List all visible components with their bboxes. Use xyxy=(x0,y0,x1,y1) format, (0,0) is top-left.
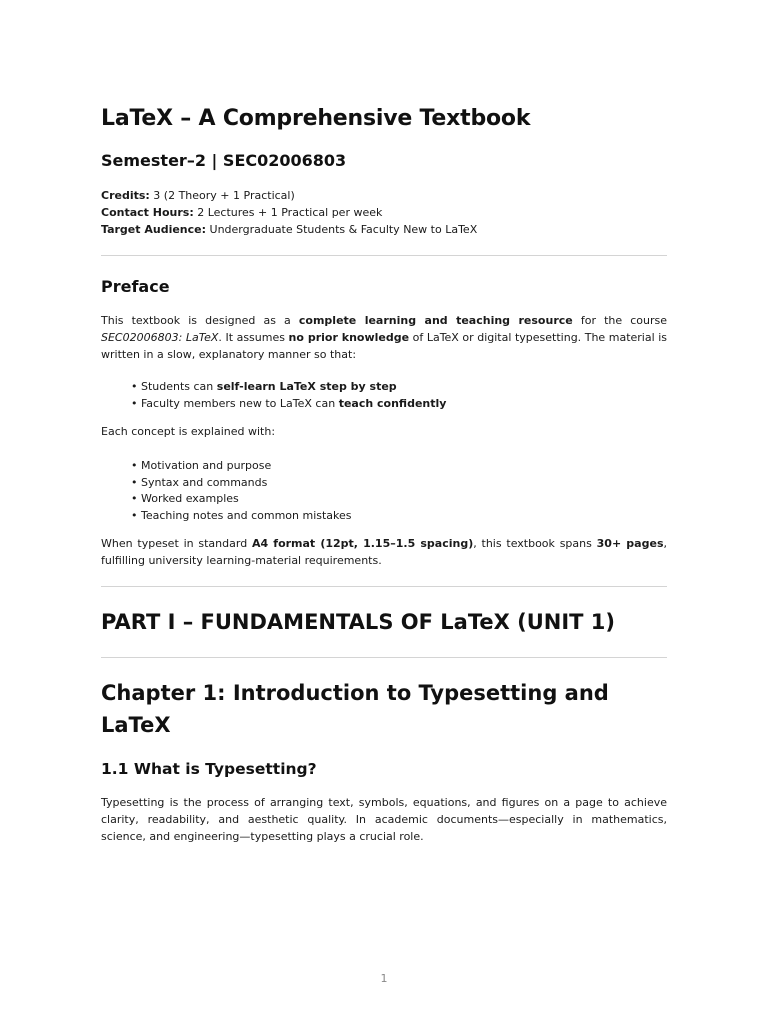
document-title: LaTeX – A Comprehensive Textbook xyxy=(101,106,531,131)
preface-paragraph-1: This textbook is designed as a complete learning and teaching resource for the course SEC02006803: LaTeX. It assumes no prior knowledge of LaTeX or digital typesetting. The material is written in a slow, explanatory manner so that: xyxy=(101,314,668,361)
list-item: • Teaching notes and common mistakes xyxy=(131,508,352,522)
preface-bullet-list-1 xyxy=(131,379,446,412)
course-meta xyxy=(101,187,477,238)
target-audience-line xyxy=(101,221,477,238)
credits-label: Credits: xyxy=(101,189,150,202)
contact-hours-label: Contact Hours: xyxy=(101,206,194,219)
contact-hours-line xyxy=(101,204,477,221)
divider xyxy=(101,255,667,256)
credits-value: 3 (2 Theory + 1 Practical) xyxy=(149,189,295,202)
document-subtitle: Semester–2 | SEC02006803 xyxy=(101,151,347,170)
chapter-heading: Chapter 1: Introduction to Typesetting and LaTeX xyxy=(101,681,609,737)
credits-line xyxy=(101,187,477,204)
list-item: • Syntax and commands xyxy=(131,475,268,489)
section-paragraph: Typesetting is the process of arranging text, symbols, equations, and figures on a page to achieve clarity, readability, and aesthetic quality. In academic documents—especially in mathematics, science, and engineering—typesetting plays a crucial role. xyxy=(101,796,667,843)
part-heading: PART I – FUNDAMENTALS OF LaTeX (UNIT 1) xyxy=(101,610,615,634)
list-item: • Faculty members new to LaTeX can teach confidently xyxy=(131,396,447,410)
section-heading: 1.1 What is Typesetting? xyxy=(101,760,317,778)
list-item: • Worked examples xyxy=(131,492,239,505)
divider xyxy=(101,586,667,587)
divider xyxy=(101,657,667,658)
contact-hours-value: 2 Lectures + 1 Practical per week xyxy=(193,206,383,219)
preface-paragraph-2: Each concept is explained with: xyxy=(101,425,276,438)
target-audience-label: Target Audience: xyxy=(101,223,207,236)
page-number: 1 xyxy=(380,972,388,985)
target-audience-value: Undergraduate Students & Faculty New to LaTeX xyxy=(206,223,478,236)
list-item: • Motivation and purpose xyxy=(131,459,272,472)
preface-paragraph-3: When typeset in standard A4 format (12pt, 1.15–1.5 spacing), this textbook spans 30+ pages, fulfilling university learning-material requirements. xyxy=(101,537,667,567)
preface-bullet-list-2 xyxy=(131,458,352,524)
list-item: • Students can self-learn LaTeX step by step xyxy=(131,380,397,393)
preface-heading: Preface xyxy=(101,277,170,296)
